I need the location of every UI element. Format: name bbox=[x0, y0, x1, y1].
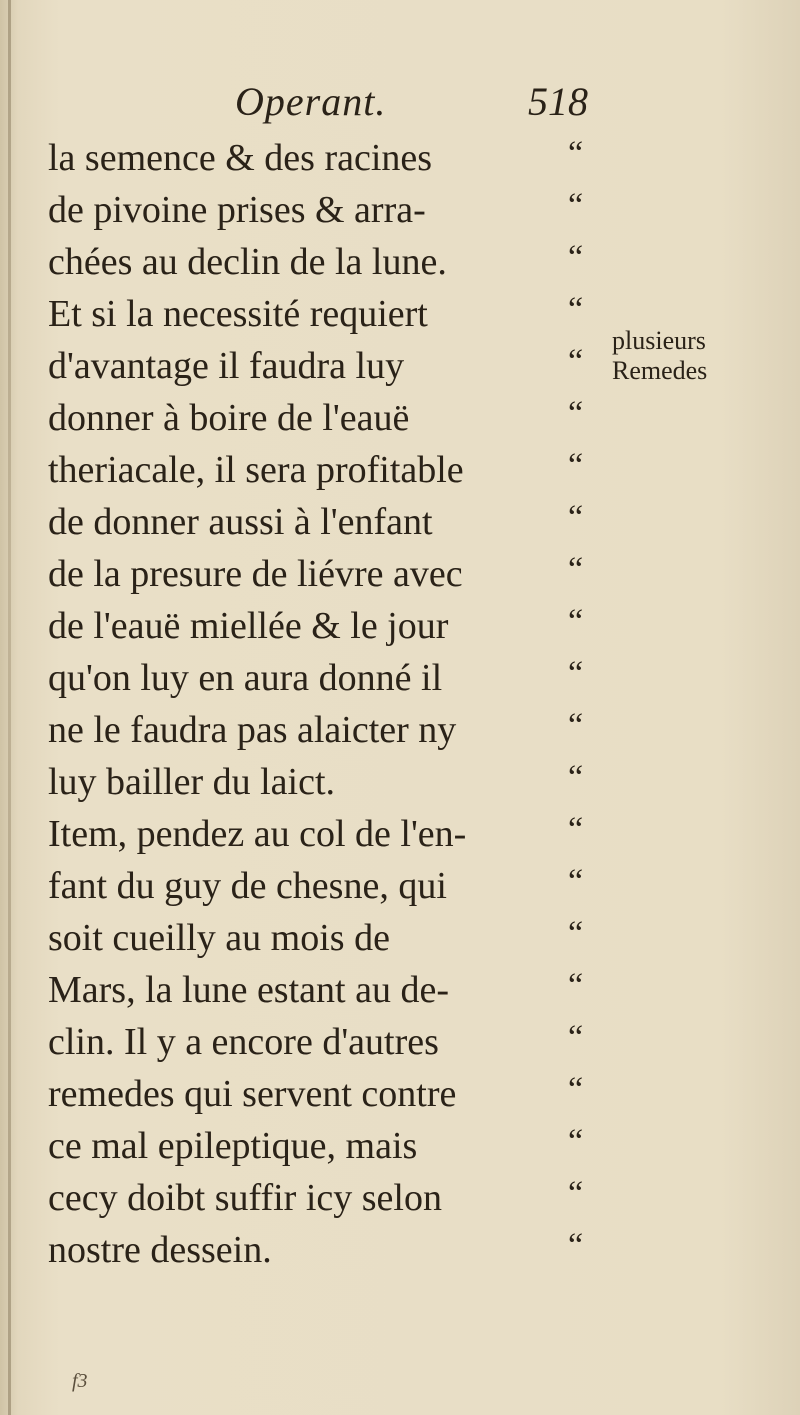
margin-note bbox=[612, 326, 792, 386]
quotation-mark: “ bbox=[568, 915, 584, 952]
quotation-mark: “ bbox=[568, 1071, 584, 1108]
quotation-mark: “ bbox=[568, 499, 584, 536]
text-line bbox=[48, 704, 628, 756]
line-text: de l'eauë miellée & le jour bbox=[48, 605, 449, 647]
quotation-mark: “ bbox=[568, 135, 584, 172]
binding-gutter bbox=[8, 0, 11, 1415]
quotation-mark: “ bbox=[568, 291, 584, 328]
text-line bbox=[48, 1120, 628, 1172]
line-text: fant du guy de chesne, qui bbox=[48, 865, 447, 907]
margin-note-line: plusieurs bbox=[612, 326, 706, 355]
page-number: 518 bbox=[528, 79, 588, 124]
text-line bbox=[48, 340, 628, 392]
quotation-mark: “ bbox=[568, 1019, 584, 1056]
text-line bbox=[48, 1172, 628, 1224]
text-line bbox=[48, 132, 628, 184]
line-text: soit cueilly au mois de bbox=[48, 917, 390, 959]
margin-note-line: Remedes bbox=[612, 356, 708, 385]
text-line bbox=[48, 184, 628, 236]
quotation-mark: “ bbox=[568, 239, 584, 276]
line-text: de la presure de liévre avec bbox=[48, 553, 463, 595]
line-text: de pivoine prises & arra- bbox=[48, 189, 426, 231]
line-text: cecy doibt suffir icy selon bbox=[48, 1177, 442, 1219]
quotation-mark: “ bbox=[568, 967, 584, 1004]
quotation-mark: “ bbox=[568, 1123, 584, 1160]
text-line bbox=[48, 496, 628, 548]
line-text: nostre dessein. bbox=[48, 1229, 272, 1271]
quotation-mark: “ bbox=[568, 707, 584, 744]
line-text: ne le faudra pas alaicter ny bbox=[48, 709, 457, 751]
text-line bbox=[48, 652, 628, 704]
line-text: chées au declin de la lune. bbox=[48, 241, 447, 283]
line-text: clin. Il y a encore d'autres bbox=[48, 1021, 439, 1063]
line-text: remedes qui servent contre bbox=[48, 1073, 457, 1115]
text-line bbox=[48, 808, 628, 860]
text-line bbox=[48, 756, 628, 808]
quotation-mark: “ bbox=[568, 551, 584, 588]
line-text: luy bailler du laict. bbox=[48, 761, 336, 803]
line-text: donner à boire de l'eauë bbox=[48, 397, 410, 439]
quotation-mark: “ bbox=[568, 395, 584, 432]
line-text: ce mal epileptique, mais bbox=[48, 1125, 418, 1167]
quotation-mark: “ bbox=[568, 447, 584, 484]
text-line bbox=[48, 392, 628, 444]
text-line bbox=[48, 548, 628, 600]
quotation-mark: “ bbox=[568, 343, 584, 380]
line-text: la semence & des racines bbox=[48, 137, 433, 179]
line-text: de donner aussi à l'enfant bbox=[48, 501, 433, 543]
line-text: d'avantage il faudra luy bbox=[48, 345, 405, 387]
quotation-mark: “ bbox=[568, 655, 584, 692]
quotation-mark: “ bbox=[568, 603, 584, 640]
text-line bbox=[48, 860, 628, 912]
quotation-mark: “ bbox=[568, 1227, 584, 1264]
text-line bbox=[48, 1016, 628, 1068]
body-text bbox=[48, 132, 628, 1276]
quotation-mark: “ bbox=[568, 811, 584, 848]
text-line bbox=[48, 600, 628, 652]
text-line bbox=[48, 1068, 628, 1120]
quotation-mark: “ bbox=[568, 759, 584, 796]
text-line bbox=[48, 288, 628, 340]
text-line bbox=[48, 1224, 628, 1276]
running-title: Operant. bbox=[235, 79, 387, 124]
text-line bbox=[48, 444, 628, 496]
line-text: theriacale, il sera profitable bbox=[48, 449, 464, 491]
quotation-mark: “ bbox=[568, 187, 584, 224]
line-text: Mars, la lune estant au de- bbox=[48, 969, 449, 1011]
quotation-mark: “ bbox=[568, 863, 584, 900]
text-line bbox=[48, 912, 628, 964]
page-header bbox=[0, 78, 800, 138]
signature-mark: f3 bbox=[72, 1370, 88, 1392]
text-line bbox=[48, 964, 628, 1016]
line-text: Et si la necessité requiert bbox=[48, 293, 428, 335]
text-line bbox=[48, 236, 628, 288]
line-text: qu'on luy en aura donné il bbox=[48, 657, 443, 699]
line-text: Item, pendez au col de l'en- bbox=[48, 813, 467, 855]
quotation-mark: “ bbox=[568, 1175, 584, 1212]
